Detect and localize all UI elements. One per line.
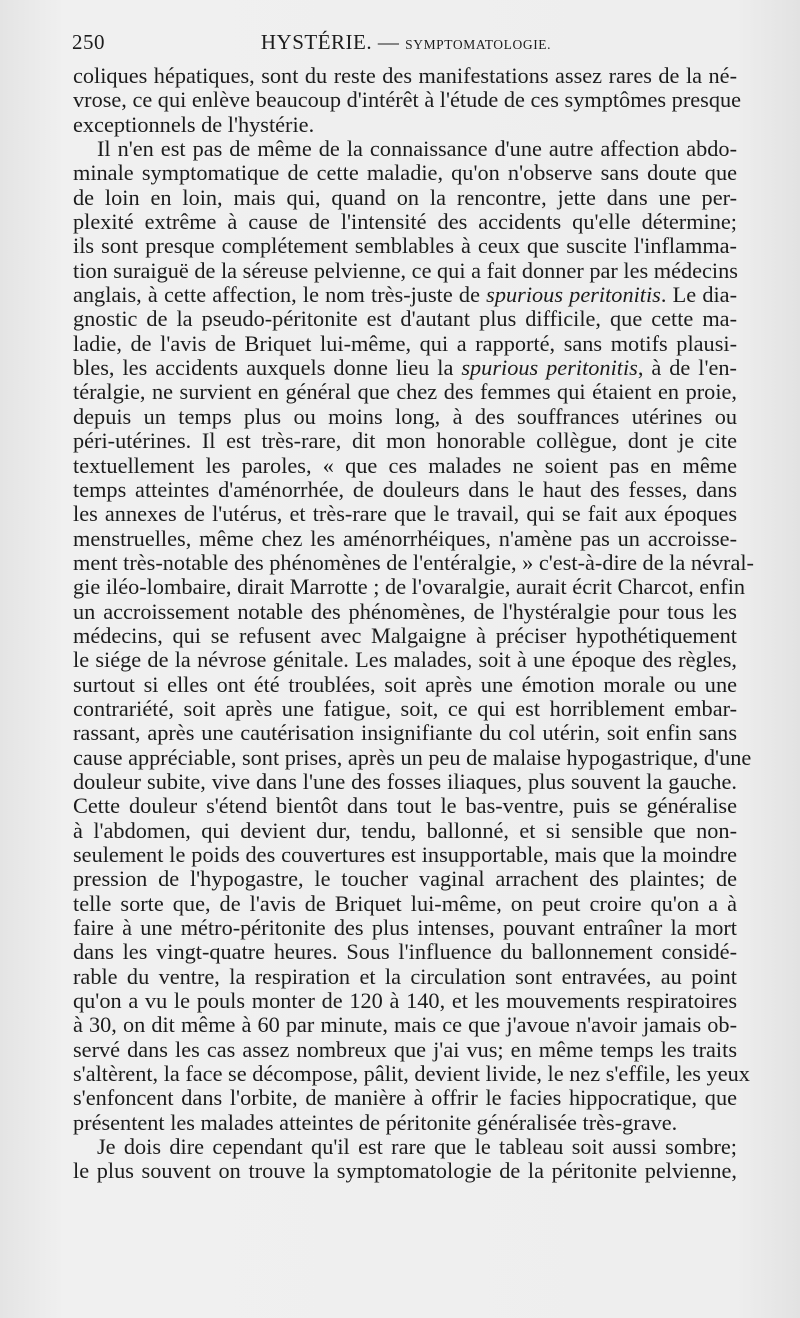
paragraph [73,136,754,1135]
text-line: surtout si elles ont été troublées, soit après une émotion morale ou une [73,671,737,697]
text-line: le siége de la névrose génitale. Les malades, soit à une époque des règles, [73,647,737,673]
paragraph [73,63,742,137]
text-line: contrariété, soit après une fatigue, soit, ce qui est horriblement embar- [73,695,737,721]
text-line: s'altèrent, la face se décompose, pâlit, devient livide, le nez s'effile, les yeux [73,1061,750,1087]
text-line: rassant, après une cautérisation insignifiante du col utérin, soit enfin sans [73,720,737,746]
text-line: tion suraiguë de la séreuse pelvienne, ce qui a fait donner par les médecins [73,257,738,283]
text-line: douleur subite, vive dans l'une des fosses iliaques, plus souvent la gauche. [73,768,737,794]
text-line: pression de l'hypogastre, le toucher vaginal arrachent des plaintes; de [73,866,737,892]
text-line: telle sorte que, de l'avis de Briquet lui-même, on peut croire qu'on a à [73,890,737,916]
text-line: de loin en loin, mais qui, quand on la rencontre, jette dans une per- [73,184,737,210]
text-line: à 30, on dit même à 60 par minute, mais ce que j'avoue n'avoir jamais ob- [73,1012,737,1038]
text-line: exceptionnels de l'hystérie. [73,111,315,137]
text-line: seulement le poids des couvertures est insupportable, mais que la moindre [73,842,737,867]
text-line: textuellement les paroles, « que ces malades ne soient pas en même [73,452,737,478]
text-line: présentent les malades atteintes de péritonite généralisée très-grave. [73,1109,678,1135]
text-line: anglais, à cette affection, le nom très-juste de spurious peritonitis. Le dia- [73,282,738,308]
text-line: à l'abdomen, qui devient dur, tendu, ballonné, et si sensible que non- [73,817,737,843]
text-line: Cette douleur s'étend bientôt dans tout le bas-ventre, puis se généralise [73,793,737,819]
text-line: faire à une métro-péritonite des plus intenses, pouvant entraîner la mort [73,915,737,941]
text-line: Je dois dire cependant qu'il est rare que le tableau soit aussi sombre; [97,1134,737,1160]
text-line: péri-utérines. Il est très-rare, dit mon honorable collègue, dont je cite [73,428,737,454]
text-line: minale symptomatique de cette maladie, qu'on n'observe sans doute que [73,160,737,186]
running-head [72,30,740,55]
text-line: un accroissement notable des phénomènes, de l'hystéralgie pour tous les [73,598,737,624]
text-line: qu'on a vu le pouls monter de 120 à 140, et les mouvements respiratoires [73,988,737,1014]
text-line: gnostic de la pseudo-péritonite est d'autant plus difficile, que cette ma- [73,306,737,332]
text-line: les annexes de l'utérus, et très-rare que le travail, qui se fait aux époques [73,501,737,527]
text-line: menstruelles, même chez les aménorrhéiques, n'amène pas un accroisse- [73,525,737,551]
running-head-subtitle: SYMPTOMATOLOGIE. [405,37,552,52]
text-line: le plus souvent on trouve la symptomatologie de la péritonite pelvienne, [73,1158,737,1184]
text-line: ment très-notable des phénomènes de l'entéralgie, » c'est-à-dire de la névral- [73,549,754,575]
text-line: ladie, de l'avis de Briquet lui-même, qui a rapporté, sans motifs plausi- [73,330,737,356]
running-head-title: HYSTÉRIE. [260,30,373,54]
running-head-separator: — [377,30,400,54]
text-line: cause appréciable, sont prises, après un peu de malaise hypogastrique, d'une [73,744,752,770]
text-line: Il n'en est pas de même de la connaissance d'une autre affection abdo- [97,136,737,162]
text-line: bles, les accidents auxquels donne lieu la spurious peritonitis, à de l'en- [73,355,737,381]
text-line: dans les vingt-quatre heures. Sous l'influence du ballonnement considé- [73,939,737,965]
text-line: téralgie, ne survient en général que chez des femmes qui étaient en proie, [73,379,737,405]
text-line: coliques hépatiques, sont du reste des manifestations assez rares de la né- [73,63,737,88]
text-line: plexité extrême à cause de l'intensité des accidents qu'elle détermine; [73,209,737,235]
page-number: 250 [72,30,105,54]
text-line: s'enfoncent dans l'orbite, de manière à offrir le facies hippocratique, que [73,1085,737,1111]
text-line: temps atteintes d'aménorrhée, de douleurs dans le haut des fesses, dans [73,476,737,502]
text-line: servé dans les cas assez nombreux que j'ai vus; en même temps les traits [73,1036,737,1062]
body-text [73,63,754,1184]
text-line: gie iléo-lombaire, dirait Marrotte ; de l'ovaralgie, aurait écrit Charcot, enfin [73,574,746,600]
text-line: médecins, qui se refusent avec Malgaigne à préciser hypothétiquement [73,622,737,648]
text-line: ils sont presque complétement semblables à ceux que suscite l'inflamma- [73,233,737,259]
paragraph [73,1135,737,1184]
text-line: vrose, ce qui enlève beaucoup d'intérêt à l'étude de ces symptômes presque [73,87,742,113]
text-line: depuis un temps plus ou moins long, à des souffrances utérines ou [73,403,737,429]
text-line: rable du ventre, la respiration et la circulation sont entravées, au point [73,963,737,989]
page-header [72,30,740,60]
